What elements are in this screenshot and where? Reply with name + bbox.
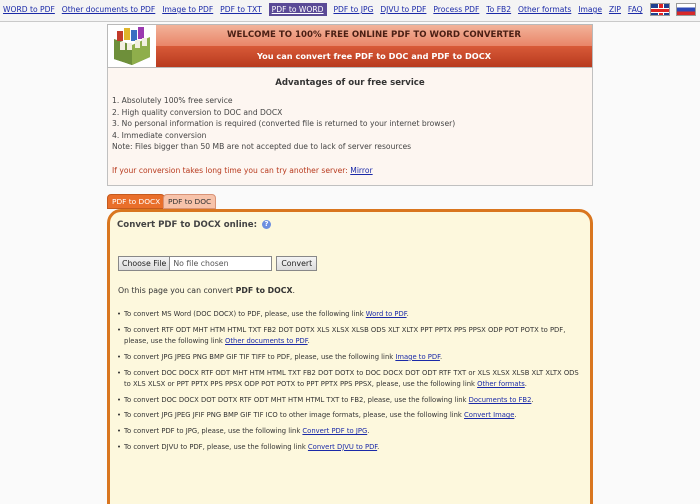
page-note-prefix: On this page you can convert [118,286,236,295]
link-description: To convert DJVU to PDF, please, use the following link [124,442,308,451]
help-icon[interactable]: ? [262,220,271,229]
other-formats-link[interactable]: Other formats [477,379,525,388]
convert-title [117,220,271,230]
related-links-list [124,309,579,457]
page-note-bold: PDF to DOCX [235,286,293,295]
list-item [124,426,579,437]
link-end: . [514,411,517,420]
header-bars [156,25,592,67]
link-description: To convert JPG JPEG JFIF PNG BMP GIF TIF ICO to other image formats, please, use the following link [124,411,465,420]
logo-blocks-icon [108,25,156,67]
nav-image[interactable]: Image [578,5,603,14]
flag-uk-icon[interactable] [650,3,670,16]
link-end: . [377,442,380,451]
page-note [118,286,295,295]
nav-djvu-to-pdf[interactable]: DJVU to PDF [380,5,427,14]
mirror-line [112,166,373,175]
convert-pdf-to-jpg-link[interactable]: Convert PDF to JPG [302,427,368,436]
advantages-list [112,95,455,153]
page-subtitle: You can convert free PDF to DOC and PDF to DOCX [156,46,592,67]
convert-image-link[interactable]: Convert Image [464,411,515,420]
flag-ru-icon[interactable] [676,3,696,16]
choose-file-button[interactable]: Choose File [118,256,170,271]
list-item [124,395,579,406]
converter-panel [107,209,593,504]
page-title: WELCOME TO 100% FREE ONLINE PDF TO WORD CONVERTER [156,25,592,46]
advantage-item: 3. No personal information is required (converted file is returned to your internet browser) [112,119,456,129]
mirror-link[interactable]: Mirror [350,166,373,175]
nav-links [3,5,647,16]
link-end: . [439,352,443,361]
nav-word-to-pdf[interactable]: WORD to PDF [3,5,55,14]
nav-pdf-to-txt[interactable]: PDF to TXT [220,5,262,14]
link-end: . [307,337,310,346]
site-logo[interactable] [108,25,156,67]
advantage-note: Note: Files bigger than 50 MB are not accepted due to lack of server resources [112,142,412,152]
link-description: To convert DOC DOCX DOT DOTX RTF ODT MHT HTM HTML TXT to FB2, please, use the following link [124,395,469,404]
nav-image-to-pdf[interactable]: Image to PDF [162,5,214,14]
page-note-suffix: . [292,286,295,295]
list-item [124,352,579,363]
link-description: To convert JPG JPEG PNG BMP GIF TIF TIFF to PDF, please, use the following link [124,352,396,361]
advantages-box [107,68,593,186]
file-upload-row [118,256,317,271]
documents-to-fb2-link[interactable]: Documents to FB2 [468,395,532,404]
tab-pdf-to-doc[interactable]: PDF to DOC [163,194,216,209]
convert-button[interactable]: Convert [276,256,317,271]
link-description: To convert DOC DOCX RTF ODT MHT HTM HTML TXT FB2 DOT DOTX to DOC DOCX DOT ODT RTF TXT or XLS XLSX XLSB XLT XLTX ODS to XLS XLSX or PPT PPTX PPS PPSX ODP POT POTX to PPT PPTX PPS PPSX, please, use the following link [124,368,579,388]
convert-title-text: Convert PDF to DOCX online: [117,220,258,230]
word-to-pdf-link[interactable]: Word to PDF [365,310,407,318]
nav-to-fb2[interactable]: To FB2 [486,5,512,14]
mirror-text: If your conversion takes long time you can try another server: [112,166,351,175]
language-flags [650,3,696,16]
list-item [124,325,579,348]
link-description: To convert MS Word (DOC DOCX) to PDF, please, use the following link [124,310,366,318]
nav-zip[interactable]: ZIP [608,5,621,14]
nav-process-pdf[interactable]: Process PDF [433,5,480,14]
list-item [124,410,579,421]
link-end: . [524,379,527,388]
link-end: . [531,395,534,404]
header-banner [107,24,593,68]
advantage-item: 2. High quality conversion to DOC and DOCX [112,107,283,117]
nav-pdf-to-word[interactable]: PDF to WORD [269,3,327,16]
tab-pdf-to-docx[interactable]: PDF to DOCX [107,194,165,209]
nav-other-formats[interactable]: Other formats [518,5,572,14]
advantage-item: 1. Absolutely 100% free service [112,96,233,105]
list-item [124,309,579,320]
nav-pdf-to-jpg[interactable]: PDF to JPG [333,5,374,14]
advantage-item: 4. Immediate conversion [112,130,207,140]
top-nav [0,0,700,22]
convert-djvu-to-pdf-link[interactable]: Convert DJVU to PDF [307,442,378,451]
link-description: To convert PDF to JPG, please, use the following link [124,427,303,436]
nav-faq[interactable]: FAQ [627,5,643,14]
link-end: . [406,310,409,318]
advantages-title: Advantages of our free service [275,78,425,88]
image-to-pdf-link[interactable]: Image to PDF [395,352,440,361]
list-item [124,368,579,391]
other-documents-to-pdf-link[interactable]: Other documents to PDF [225,337,308,346]
nav-other-documents-to-pdf[interactable]: Other documents to PDF [61,5,156,14]
list-item [124,442,579,453]
link-description: To convert RTF ODT MHT HTM HTML TXT FB2 DOT DOTX XLS XLSX XLSB ODS XLT XLTX PPT PPTX PPS PPSX ODP POT POTX to PDF, please, use the following link [124,325,566,346]
file-status: No file chosen [170,256,272,271]
link-end: . [367,427,370,436]
